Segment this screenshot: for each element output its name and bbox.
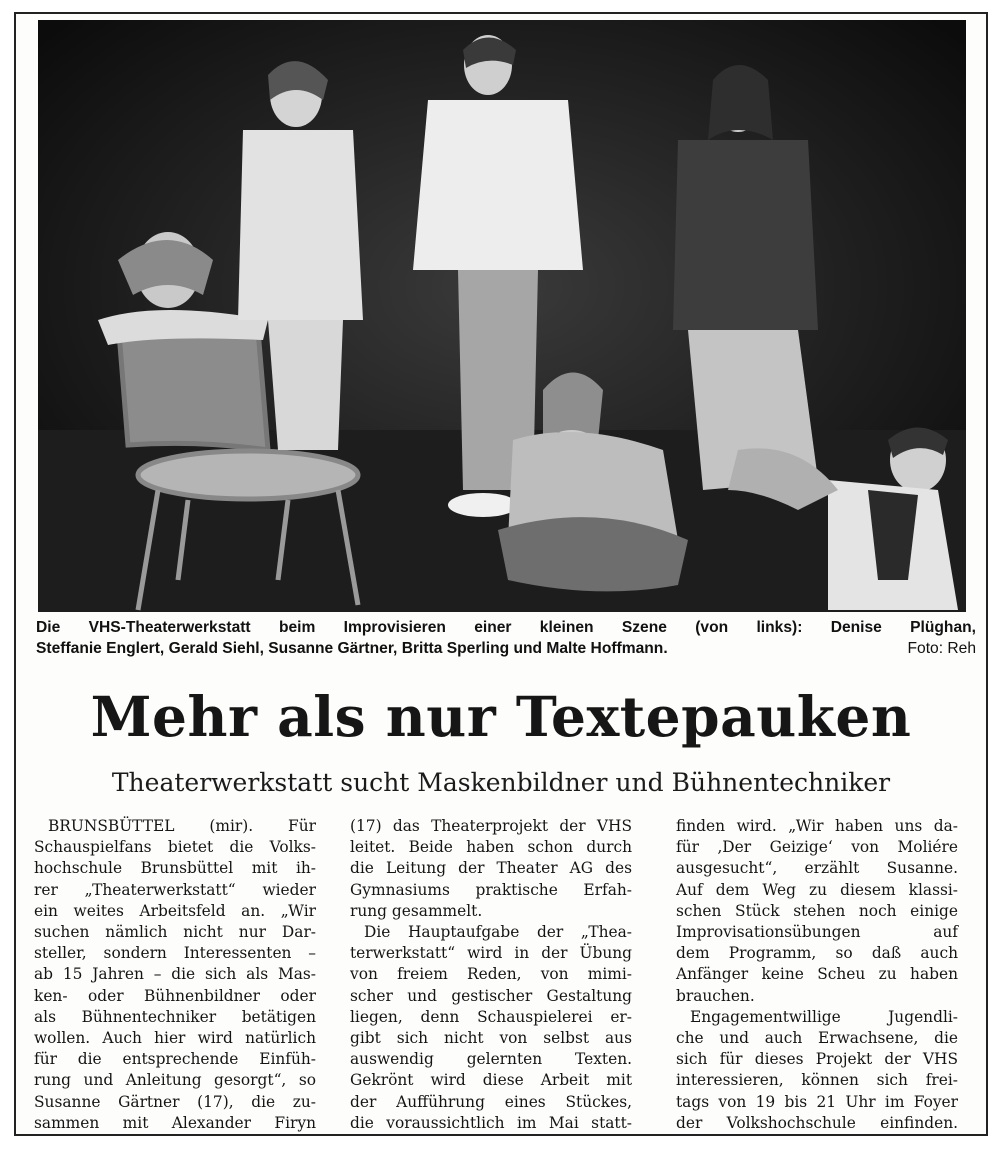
text-line: Die Hauptaufgabe der „Thea- xyxy=(364,923,632,942)
text-line: liegen, denn Schauspielerei er- xyxy=(350,1007,632,1026)
article-photo xyxy=(38,20,966,612)
text-line: leitet. Beide haben schon durch xyxy=(350,838,632,857)
text-line: auswendig gelernten Texten. xyxy=(350,1050,632,1069)
text-line: Schauspielfans bietet die Volks- xyxy=(34,838,316,857)
stage-photo-icon xyxy=(38,20,966,612)
text-line: scher und gestischer Gestaltung xyxy=(350,986,632,1005)
text-line: für die entsprechende Einfüh- xyxy=(34,1050,316,1069)
text-line: von freiem Reden, von mimi- xyxy=(350,965,632,984)
text-line: gibt sich nicht von selbst aus xyxy=(350,1029,632,1048)
text-line: wollen. Auch hier wird natürlich xyxy=(34,1029,316,1048)
text-line: brauchen. xyxy=(676,986,755,1005)
text-line: ausgesucht“, erzählt Susanne. xyxy=(676,859,958,878)
article-column-3 xyxy=(676,816,958,1134)
text-line: terwerkstatt“ wird in der Übung xyxy=(350,944,632,963)
photo-credit: Foto: Reh xyxy=(907,640,976,657)
text-line: rung gesammelt. xyxy=(350,901,483,920)
text-line: che und auch Erwachsene, die xyxy=(676,1029,958,1048)
text-line: der Aufführung eines Stückes, xyxy=(350,1092,632,1111)
article-headline: Mehr als nur Textepauken xyxy=(90,684,912,749)
newspaper-clipping xyxy=(14,12,988,1136)
text-line: die Leitung der Theater AG des xyxy=(350,859,632,878)
photo-caption-names: Steffanie Englert, Gerald Siehl, Susanne Gärtner, Britta Sperling und Malte Hoffmann. xyxy=(36,640,668,657)
text-line: finden wird. „Wir haben uns da- xyxy=(676,817,958,835)
text-line: dem Programm, so daß auch xyxy=(676,944,958,963)
text-line: Auf dem Weg zu diesem klassi- xyxy=(676,880,958,899)
photo-caption-line-1: Die VHS-Theaterwerkstatt beim Improvisieren einer kleinen Szene (von links): Denise Plüghan, xyxy=(36,619,976,636)
text-line: Gymnasiums praktische Erfah- xyxy=(350,880,632,899)
text-line: (17) das Theaterprojekt der VHS xyxy=(350,817,632,835)
text-line: Engagementwillige Jugendli- xyxy=(690,1007,958,1026)
text-line: tags von 19 bis 21 Uhr im Foyer xyxy=(676,1092,958,1111)
text-line: schen Stück stehen noch einige xyxy=(676,901,958,920)
text-line: sich für dieses Projekt der VHS xyxy=(676,1050,958,1069)
article-column-2 xyxy=(350,816,632,1134)
text-line: steller, sondern Interessenten – xyxy=(34,944,316,963)
text-line: die voraussichtlich im Mai statt- xyxy=(350,1113,632,1132)
text-line: Susanne Gärtner (17), die zu- xyxy=(34,1092,316,1111)
text-line: ein weites Arbeitsfeld an. „Wir xyxy=(34,901,316,920)
text-line: rer „Theaterwerkstatt“ wieder xyxy=(34,880,316,899)
text-line: als Bühnentechniker betätigen xyxy=(34,1007,316,1026)
text-line: suchen nämlich nicht nur Dar- xyxy=(34,923,316,942)
photo-caption-line-2 xyxy=(36,638,976,659)
article-column-1 xyxy=(34,816,316,1134)
text-line: der Volkshochschule einfinden. xyxy=(676,1113,958,1132)
text-line: Anfänger keine Scheu zu haben xyxy=(676,965,958,984)
article-subheadline: Theaterwerkstatt sucht Maskenbildner und Bühnentechniker xyxy=(111,768,891,797)
text-line: für ‚Der Geizige‘ von Moliére xyxy=(676,838,958,857)
text-line: Improvisationsübungen auf xyxy=(676,923,958,942)
text-line: interessieren, können sich frei- xyxy=(676,1071,958,1090)
text-line: rung und Anleitung gesorgt“, so xyxy=(34,1071,316,1090)
text-line: Gekrönt wird diese Arbeit mit xyxy=(350,1071,632,1090)
text-line: ab 15 Jahren – die sich als Mas- xyxy=(34,965,316,984)
text-line: hochschule Brunsbüttel mit ih- xyxy=(34,859,316,878)
text-line: BRUNSBÜTTEL (mir). Für xyxy=(48,817,316,835)
text-line: sammen mit Alexander Firyn xyxy=(34,1113,316,1132)
text-line: ken- oder Bühnenbildner oder xyxy=(34,986,316,1005)
